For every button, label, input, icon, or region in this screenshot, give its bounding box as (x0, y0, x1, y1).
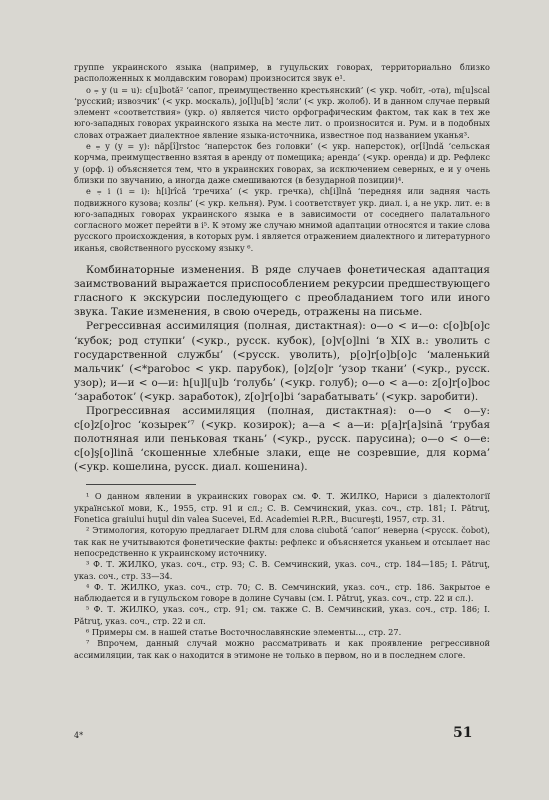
footnote-divider (86, 484, 196, 485)
page-content (74, 62, 490, 661)
paragraph: Регрессивная ассимиляция (полная, дистактная): о—о < и—о: с[о]b[о]c ‘кубок; род ступки’ (<укр., русск. кубок), [о]v[о]lnі ‘в XIX в.: уволить с государственной службы’ (<русск. уволить), p[о]r[о]b[о]c ‘маленький мальчик’ (<*parobос < укр. парубок), [о]z[о]r ‘узор ткани’ (<укр., русск. узор); и—и < о—и: h[u]l[u]b ‘голубь’ (<укр. голуб); о—о < а—о: z[о]r[о]boc ‘заработок’ (<укр. заработок), z[о]r[о]bi ‘зарабатывать’ (<укр. заробити). (74, 320, 490, 403)
paragraph: е ⩦ у (у = у): năp[î]rstoc ‘наперсток без головки’ (< укр. наперсток), or[î]ndă ‘сельская корчма, преимущественно взятая в аренду от помещика; аренда’ (<укр. оренда) и др. Рефлекс у (орф. і) объясняется тем, что в украинских говорах, за исключением северных, е и у очень близки по звучанию, а иногда даже смешиваются (в безударной позиции)⁴. (74, 141, 490, 185)
footnote: ⁴ Ф. Т. ЖИЛКО, указ. соч., стр. 70; С. В. Семчинский, указ. соч., стр. 186. Закрытое е наблюдается и в гуцульском говоре в долине Сучавы (см. I. Pătruţ, указ. соч., стр. 22 и сл.). (74, 581, 490, 604)
footnote: ¹ О данном явлении в украинских говорах см. Ф. Т. ЖИЛКО, Нариси з дiалектологiї української мови, К., 1955, стр. 91 и сл.; С. В. Семчинский, указ. соч., стр. 181; I. Pătruţ, Fonetica graiului huţul din valea Sucevei, Ed. Academiei R.P.R., Bucureşti, 1957, стр. 31. (74, 491, 490, 525)
paragraph: е ⩦ і (і = і): h[i]rîcă ‘гречиха’ (< укр. гречка), ch[i]lnă ‘передняя или задняя часть подвижного кузова; козлы’ (< укр. кельня). Рум. і соответствует укр. диал. і, а не укр. лит. е: в юго-западных говорах украинского языка е в зависимости от соседнего палатального согласного может перейти в і⁵. К этому же случаю мнимой адаптации относятся и такие слова русского происхождения, в которых рум. і является отражением диалектного и литературного иканья, свойственного русскому языку ⁶. (74, 186, 490, 253)
paragraph: Комбинаторные изменения. В ряде случаев фонетическая адаптация заимствований выражается приспособлением рекурсии предшествующего гласного к экскурсии последующего с преобладанием того или иного звука. Такие изменения, в свою очередь, отражены на письме. (74, 264, 490, 319)
paragraph: группе украинского языка (например, в гуцульских говорах, территориально близко расположенных к молдавским говорам) произносится звук е¹. (74, 62, 490, 84)
footnote: ⁶ Примеры см. в нашей статье Восточнославянские элементы..., стр. 27. (86, 627, 402, 638)
footnote: ³ Ф. Т. ЖИЛКО, указ. соч., стр. 93; С. В. Семчинский, указ. соч., стр. 184—185; I. Pătruţ, указ. соч., стр. 33—34. (74, 559, 490, 581)
footnote: ⁵ Ф. Т. ЖИЛКО, указ. соч., стр. 91; см. также С. В. Семчинский, указ. соч., стр. 186; I. Pătruţ, указ. соч., стр. 22 и сл. (74, 604, 490, 626)
footnotes (74, 491, 490, 660)
paragraph: Прогрессивная ассимиляция (полная, дистактная): о—о < о—у: с[о]z[о]roc ‘козырек’⁷ (<укр. козирок); а—а < а—и: р[а]r[а]sină ‘грубая полотняная или пеньковая ткань’ (<укр., русск. парусина); о—о < о—е: с[о]ş[о]lină ‘скошенные хлебные злаки, еще не созревшие, для корма’ (<укр. кошелина, русск. диал. кошенина). (74, 404, 490, 474)
main-text (74, 263, 490, 474)
paragraph: о ⩦ у (u = u): с[u]botă² ‘сапог, преимущественно крестьянский’ (< укр. чобiт, -ота), m[u]scal ‘русский; извозчик’ (< укр. москаль), jo[l]u[b] ‘ясли’ (< укр. жолоб). И в данном случае первый элемент «соответствия» (укр. о) является чисто орфографическим фактом, так как в тех же юго-западных говорах украинского языка на месте лит. о произносится и. Рум. и в подобных словах отражает диалектное явление языка-источника, известное под названием уканья³. (74, 84, 490, 140)
footnote: ⁷ Впрочем, данный случай можно рассматривать и как проявление регрессивной ассимиляции, так как о находится в этимоне не только в первом, но и в последнем слоге. (74, 638, 490, 660)
footnote: ² Этимология, которую предлагает DLRM для слова ciubotă ‘сапог’ неверна (<русск. čobot), так как не учитываются фонетические факты: рефлекс и объясняется уканьем и отсылает нас непосредственно к украинскому источнику. (74, 525, 490, 558)
page-number: 51 (453, 725, 473, 741)
signature-mark: 4* (74, 731, 84, 740)
upper-small-text (74, 62, 490, 254)
